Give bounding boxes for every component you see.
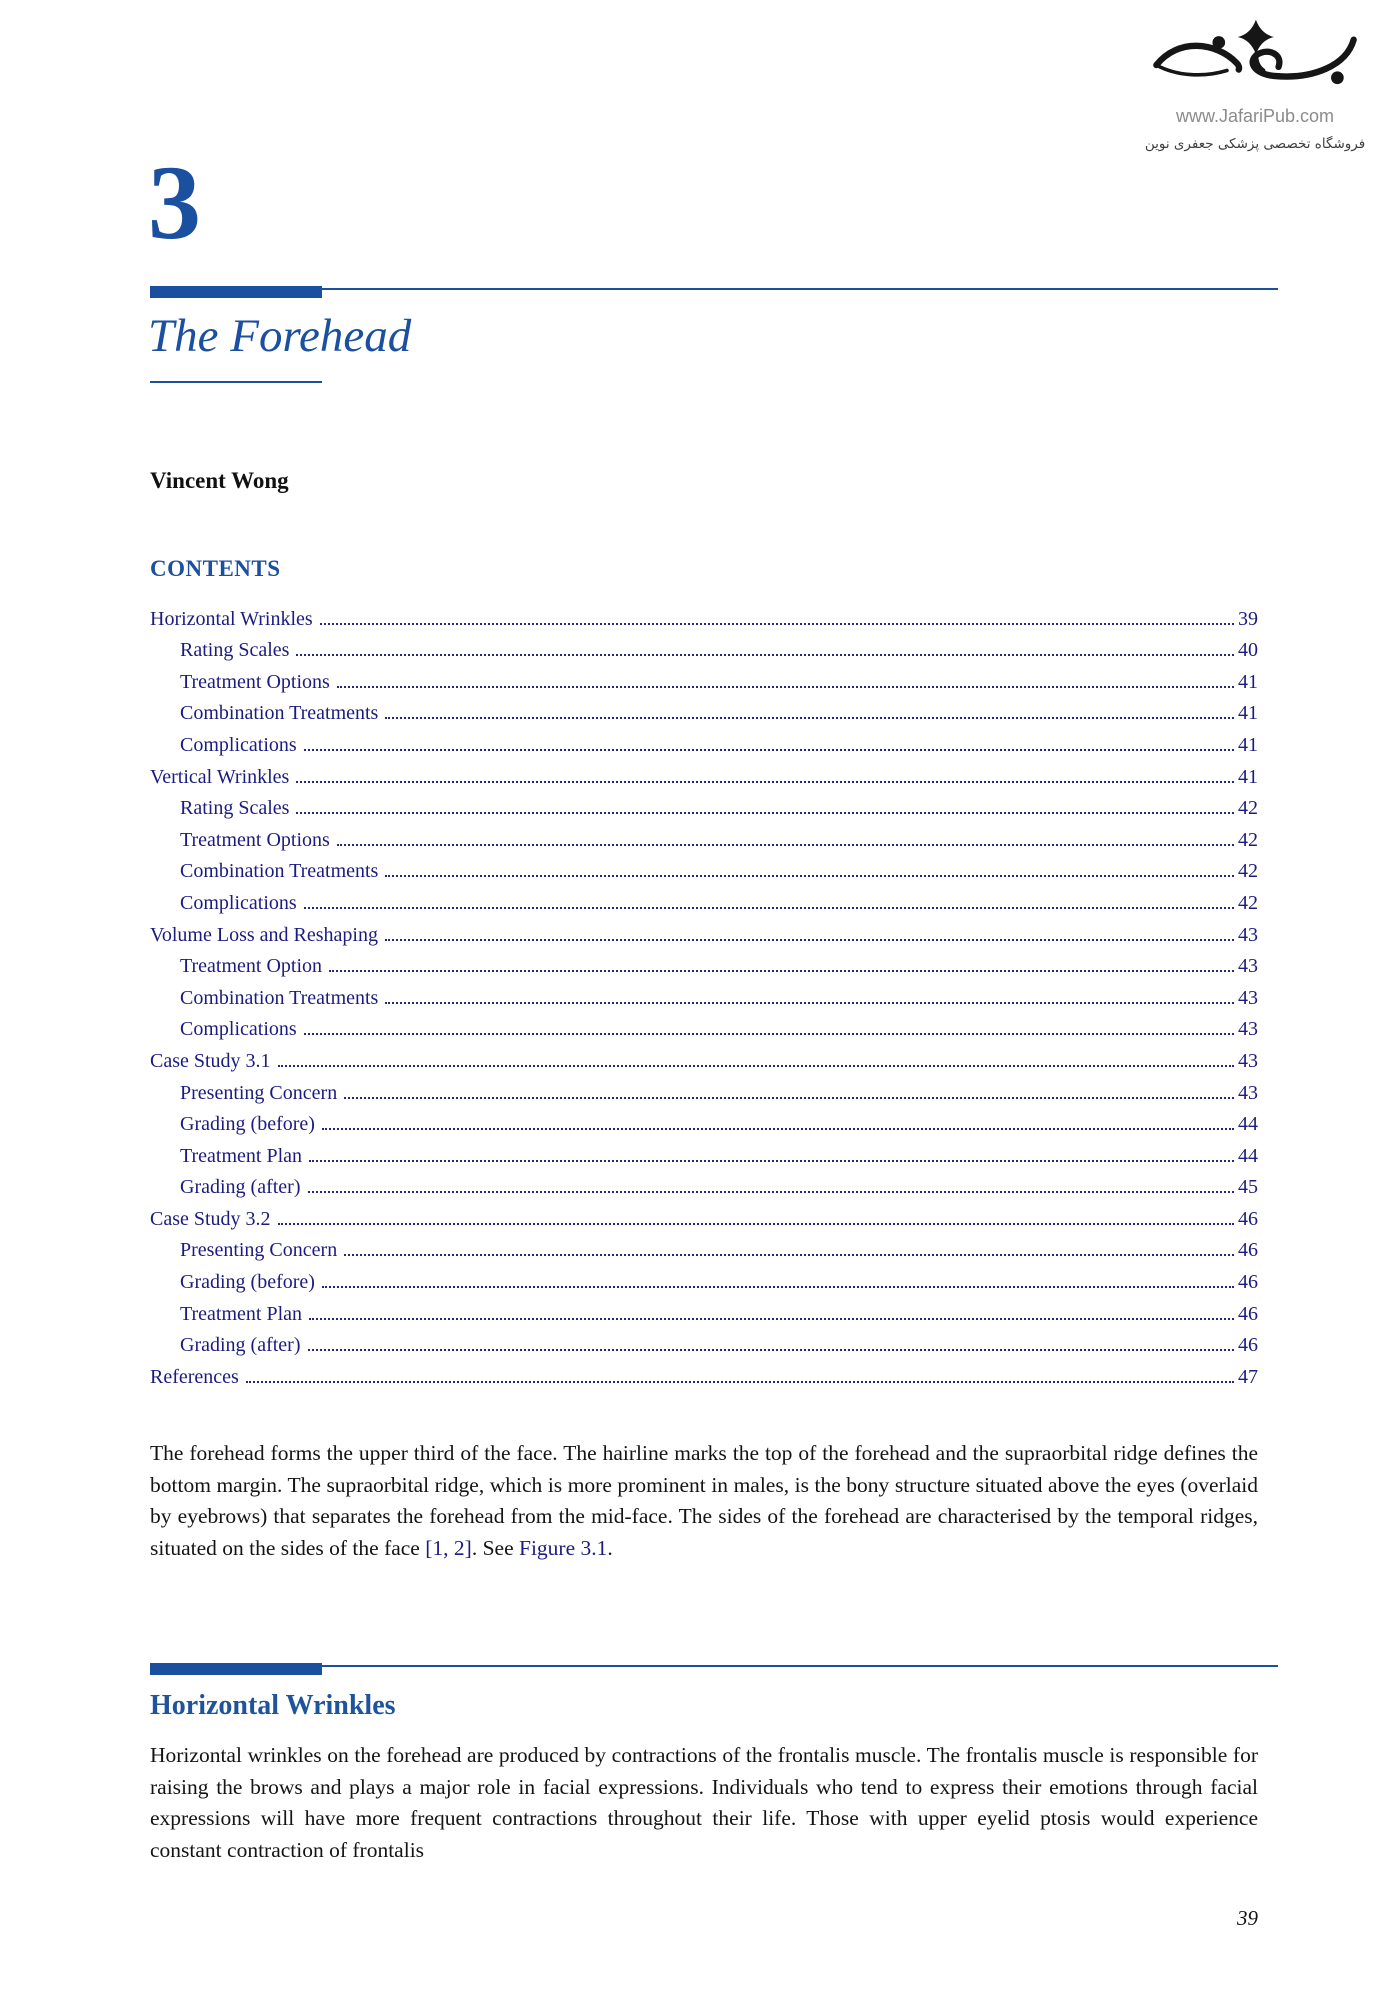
section-rule-accent-bar [150,1663,322,1675]
toc-leader-dots [304,907,1234,909]
toc-leader-dots [308,1191,1235,1193]
toc-entry[interactable] [150,915,1258,947]
toc-entry[interactable] [150,662,1258,694]
toc-leader-dots [322,1286,1234,1288]
toc-entry[interactable] [150,1073,1258,1105]
intro-text: The forehead forms the upper third of the face. The hairline marks the top of the forehead and the supraorbital ridge defines the bottom margin. The supraorbital ridge, which is more prominent in males, is the bony structure situated above the eyes (overlaid by eyebrows) that separates the forehead from the mid-face. The sides of the forehead are characterised by the temporal ridges, situated on the sides of the face [150,1441,1258,1560]
toc-leader-dots [246,1381,1234,1383]
toc-entry-label: Combination Treatments [180,702,379,725]
toc-leader-dots [304,749,1234,751]
toc-entry-page: 39 [1238,607,1258,630]
toc-entry[interactable] [150,631,1258,663]
toc-entry-label: Case Study 3.1 [150,1049,271,1072]
toc-entry-label: Treatment Options [180,828,330,851]
intro-text-mid: . See [471,1535,519,1560]
toc-entry-label: Treatment Option [180,955,323,978]
toc-entry-page: 43 [1238,986,1258,1009]
toc-entry[interactable] [150,852,1258,884]
publisher-logo [1125,18,1385,152]
toc-entry[interactable] [150,694,1258,726]
toc-leader-dots [278,1065,1234,1067]
toc-entry[interactable] [150,725,1258,757]
toc-entry-label: Grading (after) [180,1176,301,1199]
toc-entry-page: 46 [1238,1334,1258,1357]
citation-link[interactable]: [1, 2] [425,1535,472,1560]
toc-leader-dots [278,1223,1234,1225]
toc-list [150,599,1258,1389]
toc-entry[interactable] [150,1199,1258,1231]
toc-entry[interactable] [150,1231,1258,1263]
toc-entry-page: 40 [1238,639,1258,662]
toc-entry-page: 42 [1238,828,1258,851]
toc-entry[interactable] [150,1041,1258,1073]
toc-entry[interactable] [150,978,1258,1010]
toc-entry-label: Grading (before) [180,1271,315,1294]
toc-entry-page: 43 [1238,923,1258,946]
toc-entry[interactable] [150,820,1258,852]
toc-entry[interactable] [150,1326,1258,1358]
toc-leader-dots [385,939,1234,941]
toc-entry-page: 47 [1238,1365,1258,1388]
toc-entry-page: 44 [1238,1144,1258,1167]
page-number: 39 [1237,1906,1258,1930]
toc-entry-page: 42 [1238,891,1258,914]
toc-entry-page: 42 [1238,860,1258,883]
toc-leader-dots [296,812,1234,814]
toc-entry-page: 46 [1238,1239,1258,1262]
toc-leader-dots [329,970,1234,972]
chapter-author: Vincent Wong [150,468,289,493]
contents-heading: CONTENTS [150,556,281,581]
toc-leader-dots [309,1318,1234,1320]
toc-entry-page: 46 [1238,1302,1258,1325]
toc-leader-dots [309,1160,1234,1162]
toc-entry-label: Presenting Concern [180,1239,338,1262]
toc-entry-page: 41 [1238,670,1258,693]
toc-entry[interactable] [150,599,1258,631]
toc-entry[interactable] [150,1136,1258,1168]
toc-entry-label: References [150,1365,239,1388]
toc-leader-dots [385,717,1234,719]
toc-entry-label: Case Study 3.2 [150,1207,271,1230]
toc-entry-label: Horizontal Wrinkles [150,607,313,630]
intro-text-end: . [607,1535,613,1560]
toc-leader-dots [296,781,1234,783]
toc-entry-label: Rating Scales [180,639,290,662]
toc-entry[interactable] [150,883,1258,915]
toc-entry-label: Vertical Wrinkles [150,765,290,788]
publisher-logo-calligraphy-icon [1149,18,1361,104]
toc-entry-label: Treatment Plan [180,1302,303,1325]
toc-entry[interactable] [150,947,1258,979]
intro-paragraph [150,1438,1258,1564]
chapter-number: 3 [148,144,201,261]
toc-entry-page: 42 [1238,797,1258,820]
toc-entry-label: Complications [180,733,297,756]
toc-leader-dots [344,1097,1234,1099]
toc-leader-dots [296,654,1234,656]
toc-leader-dots [337,686,1234,688]
toc-leader-dots [337,844,1234,846]
toc-leader-dots [385,1002,1234,1004]
figure-link[interactable]: Figure 3.1 [518,1535,608,1560]
toc-entry-page: 41 [1238,765,1258,788]
toc-leader-dots [385,875,1234,877]
publisher-url[interactable]: www.JafariPub.com [1175,106,1335,126]
chapter-title: The Forehead [148,310,412,362]
toc-entry-page: 43 [1238,955,1258,978]
toc-entry[interactable] [150,1262,1258,1294]
section-heading: Horizontal Wrinkles [150,1690,396,1721]
toc-entry-page: 43 [1238,1081,1258,1104]
toc-entry-page: 43 [1238,1018,1258,1041]
toc-entry[interactable] [150,1105,1258,1137]
toc-entry-label: Grading (after) [180,1334,301,1357]
toc-entry-label: Presenting Concern [180,1081,338,1104]
toc-leader-dots [344,1254,1234,1256]
toc-entry-page: 43 [1238,1049,1258,1072]
chapter-title-underline [150,381,322,383]
toc-entry-label: Grading (before) [180,1113,315,1136]
toc-entry-label: Combination Treatments [180,986,379,1009]
toc-entry-page: 46 [1238,1271,1258,1294]
toc-entry-label: Complications [180,1018,297,1041]
toc-entry-page: 44 [1238,1113,1258,1136]
toc-entry-label: Complications [180,891,297,914]
toc-entry-label: Volume Loss and Reshaping [150,923,378,946]
publisher-tagline: فروشگاه تخصصی پزشکی جعفری نوین [1144,136,1366,152]
toc-entry[interactable] [150,1010,1258,1042]
toc-leader-dots [322,1128,1234,1130]
toc-entry-label: Rating Scales [180,797,290,820]
toc-entry-label: Combination Treatments [180,860,379,883]
toc-entry[interactable] [150,1294,1258,1326]
toc-entry-page: 41 [1238,733,1258,756]
toc-leader-dots [320,623,1234,625]
toc-entry-label: Treatment Options [180,670,330,693]
toc-leader-dots [308,1349,1235,1351]
toc-entry-page: 45 [1238,1176,1258,1199]
section-paragraph: Horizontal wrinkles on the forehead are produced by contractions of the frontalis muscle. The frontalis muscle is responsible for raising the brows and plays a major role in facial expressions. Individuals who tend to express their emotions through facial expressions will have more frequent contractions throughout their life. Those with upper eyelid ptosis would experience constant contraction of frontalis [150,1743,1258,1862]
toc-entry[interactable] [150,789,1258,821]
toc-entry[interactable] [150,1357,1258,1389]
toc-entry-page: 46 [1238,1207,1258,1230]
chapter-rule-accent-bar [150,286,322,298]
toc-entry[interactable] [150,1168,1258,1200]
toc-entry-page: 41 [1238,702,1258,725]
toc-entry[interactable] [150,757,1258,789]
toc-entry-label: Treatment Plan [180,1144,303,1167]
toc-leader-dots [304,1033,1234,1035]
